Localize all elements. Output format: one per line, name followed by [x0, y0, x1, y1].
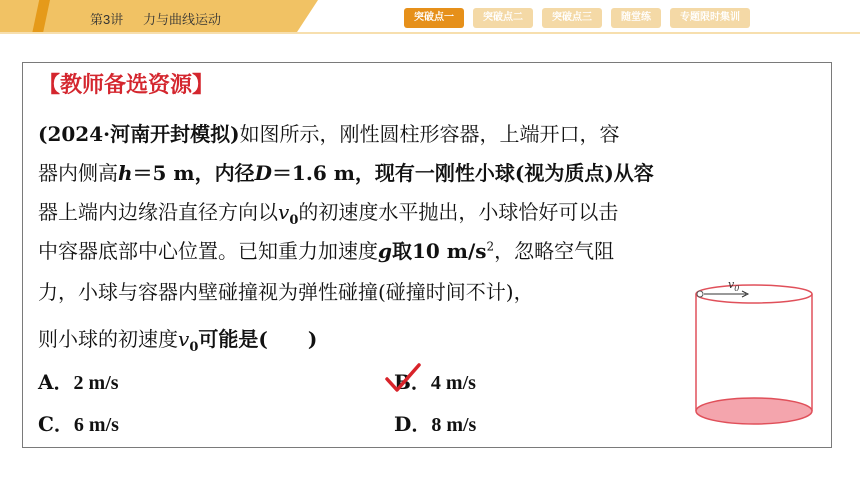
- lecture-number: 第3讲: [90, 12, 124, 27]
- question-text-6b: 可能是( ): [198, 327, 318, 351]
- symbol-v-2: v: [178, 327, 190, 351]
- lecture-topic: 力与曲线运动: [143, 12, 222, 27]
- symbol-h: h: [118, 161, 133, 185]
- symbol-D: D: [254, 161, 272, 185]
- question-text-2a: 器内侧高: [38, 161, 118, 185]
- option-d-letter: D: [394, 412, 412, 436]
- question-text-2b: ＝5 m，内径: [132, 161, 255, 185]
- symbol-v-subscript-2: 0: [189, 340, 199, 355]
- question-line-1: [38, 118, 620, 147]
- question-line-3: [38, 196, 618, 228]
- tab-class-practice[interactable]: 随堂练: [611, 8, 661, 28]
- option-c[interactable]: C．6 m/s: [38, 412, 119, 436]
- question-line-5: [38, 276, 534, 305]
- question-text-4b: 取10 m/s: [391, 239, 487, 263]
- title-stripe-decoration: [32, 0, 50, 34]
- question-text-3b: 的初速度水平抛出，小球恰好可以击: [298, 200, 619, 224]
- option-c-value: 6 m/s: [73, 414, 119, 436]
- option-b[interactable]: B．4 m/s: [394, 370, 476, 394]
- question-text-4a: 中容器底部中心位置。已知重力加速度: [38, 239, 378, 263]
- answer-check-icon: [384, 362, 422, 394]
- option-a[interactable]: A．2 m/s: [38, 370, 119, 394]
- option-b-value: 4 m/s: [430, 372, 476, 394]
- option-d[interactable]: D．8 m/s: [394, 412, 477, 436]
- option-d-value: 8 m/s: [431, 414, 477, 436]
- header-divider: [0, 32, 860, 34]
- ball-icon: [697, 291, 703, 297]
- question-text-4c: ，忽略空气阻: [494, 239, 615, 263]
- nav-tabs: [404, 8, 750, 28]
- superscript-2: 2: [486, 239, 495, 254]
- symbol-g: g: [378, 239, 392, 263]
- option-a-value: 2 m/s: [73, 372, 119, 394]
- question-text-5: 力，小球与容器内壁碰撞视为弹性碰撞(碰撞时间不计)，: [38, 280, 534, 304]
- velocity-label: $v_0$: [728, 278, 740, 293]
- tab-timed-training[interactable]: 专题限时集训: [670, 8, 750, 28]
- question-text-2c: ＝1.6 m，现有一刚性小球(视为质点)从容: [271, 161, 654, 185]
- tab-breakthrough-3[interactable]: 突破点三: [542, 8, 602, 28]
- header-bar: [0, 0, 860, 34]
- cylinder-bottom: [696, 398, 812, 424]
- question-line-6: [38, 323, 317, 355]
- question-source: (2024·河南开封模拟): [38, 122, 240, 146]
- question-text-6a: 则小球的初速度: [38, 327, 178, 351]
- symbol-v-subscript: 0: [289, 213, 299, 228]
- resource-title: 【教师备选资源】: [38, 72, 215, 98]
- question-text-3a: 器上端内边缘沿直径方向以: [38, 200, 278, 224]
- cylinder-container-diagram: [690, 276, 818, 430]
- symbol-v: v: [278, 200, 290, 224]
- option-b-letter: B: [394, 370, 411, 394]
- question-line-2: [38, 157, 654, 186]
- question-text-1: 如图所示，刚性圆柱形容器，上端开口，容: [239, 122, 620, 146]
- option-a-letter: A: [38, 370, 54, 394]
- option-c-letter: C: [38, 412, 54, 436]
- question-line-4: [38, 235, 614, 264]
- tab-breakthrough-1[interactable]: 突破点一: [404, 8, 464, 28]
- tab-breakthrough-2[interactable]: 突破点二: [473, 8, 533, 28]
